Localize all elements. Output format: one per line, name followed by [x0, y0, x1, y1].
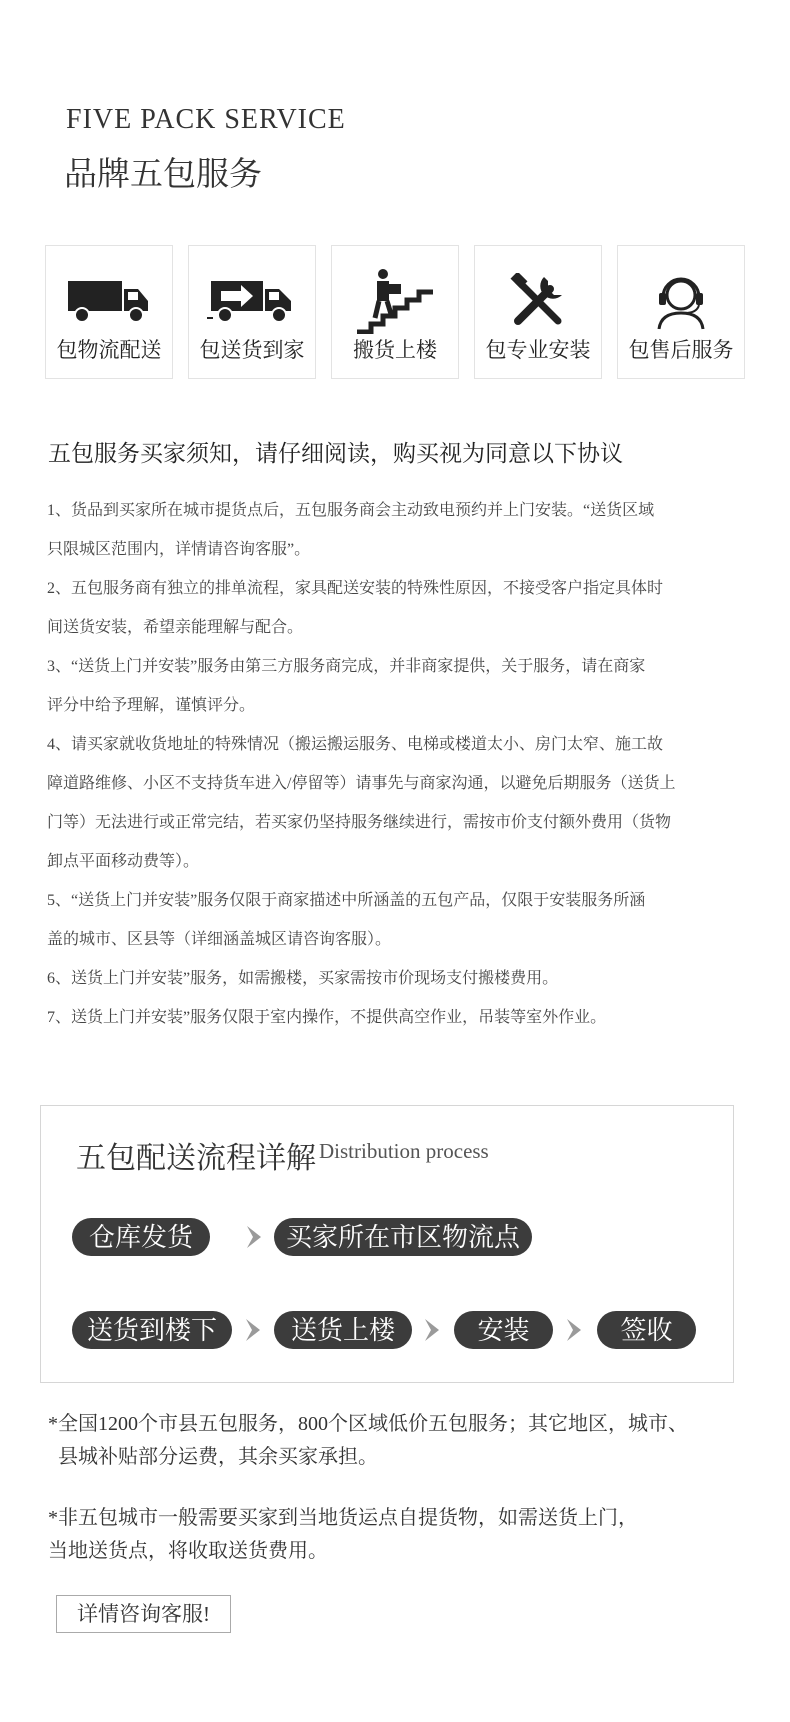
consult-customer-service-button[interactable]: 详情咨询客服! — [56, 1595, 231, 1633]
footer-note-coverage — [48, 1408, 748, 1474]
footer-line: 当地送货点，将收取送货费用。 — [48, 1540, 328, 1562]
truck-icon — [46, 266, 172, 336]
notice-line: 卸点平面移动费等）。 — [47, 853, 200, 870]
notice-line: 5、“送货上门并安装”服务仅限于商家描述中所涵盖的五包产品，仅限于安装服务所涵 — [47, 892, 646, 909]
headset-icon — [618, 266, 744, 336]
notice-line: 只限城区范围内，详情请咨询客服”。 — [47, 541, 311, 558]
delivery-truck-arrow-icon — [189, 266, 315, 336]
arrow-right-icon — [244, 1317, 264, 1343]
service-label: 包售后服务 — [628, 338, 734, 362]
service-card-after-sales — [617, 245, 745, 379]
flow-step-sign: 签收 — [597, 1311, 696, 1349]
tools-icon — [475, 266, 601, 336]
arrow-right-icon — [245, 1224, 265, 1250]
footer-line: *全国1200个市县五包服务，800个区域低价五包服务；其它地区，城市、 — [48, 1413, 688, 1435]
service-card-installation — [474, 245, 602, 379]
footer-line: 县城补贴部分运费，其余买家承担。 — [48, 1446, 378, 1468]
notice-line: 间送货安装，希望亲能理解与配合。 — [47, 619, 304, 636]
flow-step-deliver-upstairs: 送货上楼 — [274, 1311, 412, 1349]
notice-title: 五包服务买家须知，请仔细阅读，购买视为同意以下协议 — [48, 441, 623, 466]
notice-line: 盖的城市、区县等（详细涵盖城区请咨询客服）。 — [47, 931, 392, 948]
service-card-logistics — [45, 245, 173, 379]
flow-step-warehouse: 仓库发货 — [72, 1218, 210, 1256]
service-icons-row — [45, 245, 745, 381]
notice-line: 3、“送货上门并安装”服务由第三方服务商完成，并非商家提供，关于服务，请在商家 — [47, 658, 646, 675]
footer-note-self-pickup — [48, 1502, 748, 1568]
notice-line: 7、送货上门并安装”服务仅限于室内操作，不提供高空作业，吊装等室外作业。 — [47, 1009, 607, 1026]
footer-line: *非五包城市一般需要买家到当地货运点自提货物，如需送货上门， — [48, 1507, 638, 1529]
notice-line: 门等）无法进行或正常完结，若买家仍坚持服务继续进行，需按市价支付额外费用（货物 — [47, 814, 672, 831]
flow-step-city-logistics: 买家所在市区物流点 — [274, 1218, 532, 1256]
notice-line: 评分中给予理解，谨慎评分。 — [47, 697, 256, 714]
service-label: 包物流配送 — [56, 338, 162, 362]
flow-title: 五包配送流程详解 — [76, 1142, 316, 1175]
flow-step-deliver-downstairs: 送货到楼下 — [72, 1311, 232, 1349]
arrow-right-icon — [565, 1317, 585, 1343]
arrow-right-icon — [423, 1317, 443, 1343]
service-label: 包专业安装 — [485, 338, 591, 362]
flow-subtitle: Distribution process — [319, 1139, 489, 1163]
title-en: FIVE PACK SERVICE — [66, 104, 346, 135]
notice-line: 2、五包服务商有独立的排单流程，家具配送安装的特殊性原因，不接受客户指定具体时 — [47, 580, 664, 597]
notice-line: 障道路维修、小区不支持货车进入/停留等）请事先与商家沟通，以避免后期服务（送货上 — [47, 775, 676, 792]
notice-line: 6、送货上门并安装”服务，如需搬楼，买家需按市价现场支付搬楼费用。 — [47, 970, 559, 987]
title-cn: 品牌五包服务 — [64, 157, 262, 193]
service-label: 搬货上楼 — [353, 338, 437, 362]
service-label: 包送货到家 — [199, 338, 305, 362]
stairs-carry-icon — [332, 266, 458, 336]
service-card-home-delivery — [188, 245, 316, 379]
flow-step-install: 安装 — [454, 1311, 553, 1349]
notice-line: 1、货品到买家所在城市提货点后，五包服务商会主动致电预约并上门安装。“送货区域 — [47, 502, 655, 519]
service-card-carry-upstairs — [331, 245, 459, 379]
notice-list — [47, 491, 737, 1037]
notice-line: 4、请买家就收货地址的特殊情况（搬运搬运服务、电梯或楼道太小、房门太窄、施工故 — [47, 736, 664, 753]
